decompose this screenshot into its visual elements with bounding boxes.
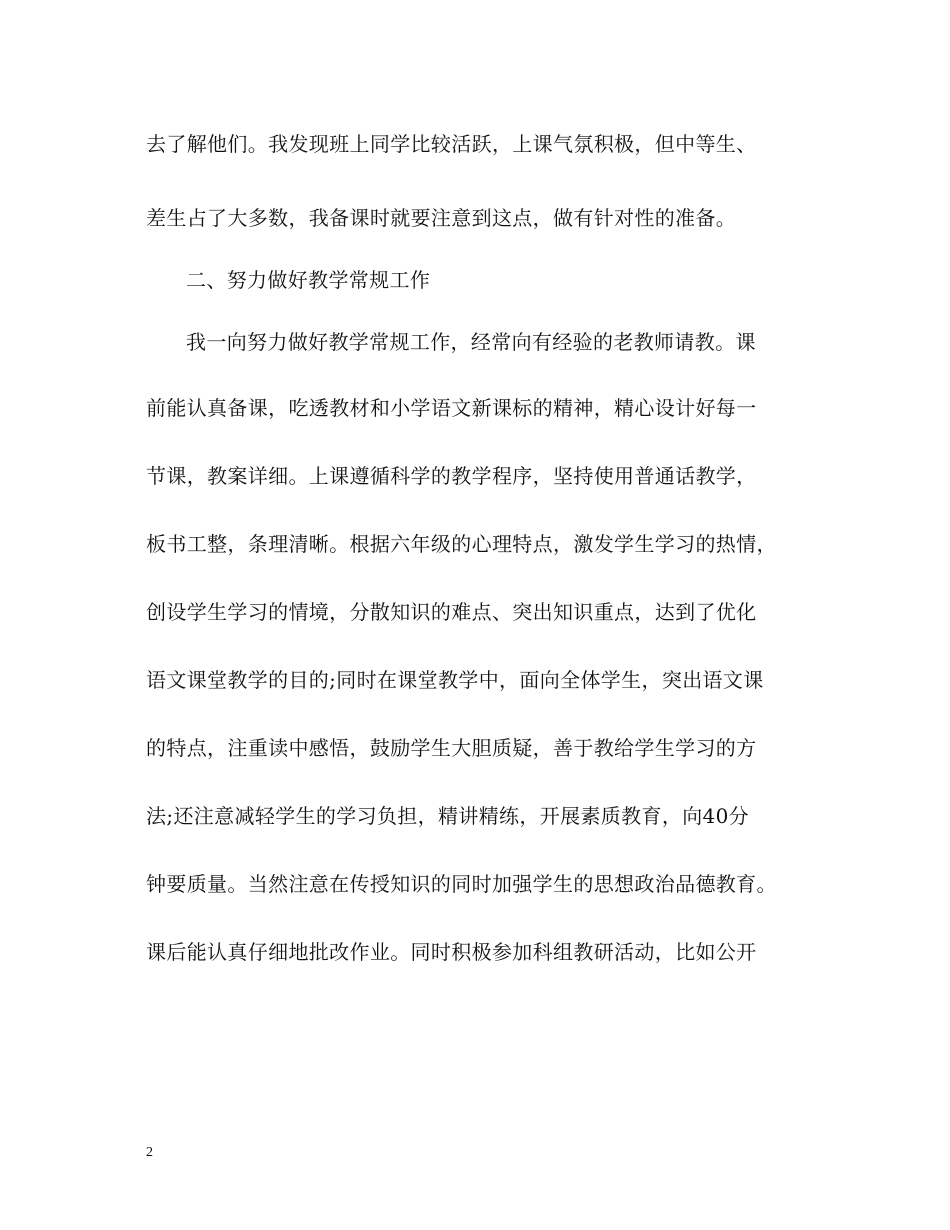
text-line: 课后能认真仔细地批改作业。同时积极参加科组教研活动，比如公开: [146, 940, 757, 964]
page-number: 2: [146, 1145, 153, 1160]
section-heading: 二、努力做好教学常规工作: [186, 268, 431, 292]
text-line: 创设学生学习的情境，分散知识的难点、突出知识重点，达到了优化: [146, 600, 757, 624]
text-line: 前能认真备课，吃透教材和小学语文新课标的精神，精心设计好每一: [146, 396, 757, 420]
text-line: 去了解他们。我发现班上同学比较活跃，上课气氛积极，但中等生、: [146, 132, 757, 156]
text-line: 板书工整，条理清晰。根据六年级的心理特点，激发学生学习的热情，: [146, 532, 777, 556]
text-line: 的特点，注重读中感悟，鼓励学生大胆质疑，善于教给学生学习的方: [146, 736, 757, 760]
text-line: 钟要质量。当然注意在传授知识的同时加强学生的思想政治品德教育。: [146, 872, 777, 896]
text-line: 法;还注意减轻学生的学习负担，精讲精练，开展素质教育，向40分: [146, 804, 750, 828]
text-line: 差生占了大多数，我备课时就要注意到这点，做有针对性的准备。: [146, 206, 737, 230]
text-line: 语文课堂教学的目的;同时在课堂教学中，面向全体学生，突出语文课: [146, 668, 764, 692]
text-line: 节课，教案详细。上课遵循科学的教学程序，坚持使用普通话教学，: [146, 464, 757, 488]
text-line: 我一向努力做好教学常规工作，经常向有经验的老教师请教。课: [186, 330, 756, 354]
